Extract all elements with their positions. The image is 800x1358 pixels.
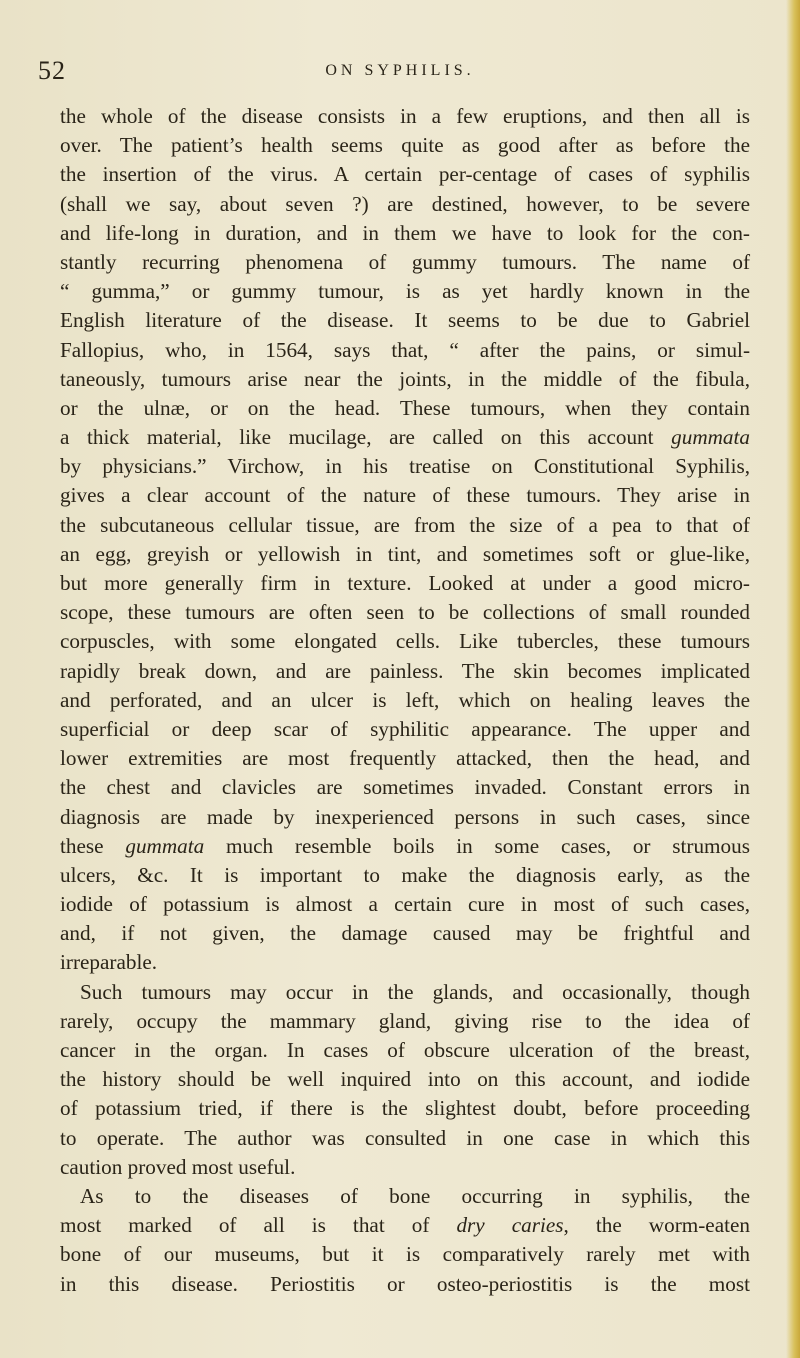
text-line: but more generally firm in texture. Looked at under a good micro- [60, 571, 750, 595]
text-line: the history should be well inquired into on this account, and iodide [60, 1067, 750, 1092]
text-line: the insertion of the virus. A certain per-centage of cases of syphilis [60, 162, 750, 187]
text-line: As to the diseases of bone occurring in syphilis, the [80, 1183, 750, 1208]
text-line: scope, these tumours are often seen to be collections of small rounded [60, 600, 750, 625]
text-line: diagnosis are made by inexperienced persons in such cases, since [60, 804, 750, 829]
text-line: over. The patient’s health seems quite as good after as before the [60, 133, 750, 158]
text-line: the whole of the disease consists in a few eruptions, and then all is [60, 104, 750, 128]
body-text [60, 102, 750, 1299]
text-line: taneously, tumours arise near the joints, in the middle of the fibula, [60, 366, 750, 391]
text-line: corpuscles, with some elongated cells. Like tubercles, these tumours [60, 629, 750, 654]
text-line: iodide of potassium is almost a certain cure in most of such cases, [60, 892, 750, 917]
text-line: rarely, occupy the mammary gland, giving rise to the idea of [60, 1008, 750, 1033]
text-line: of potassium tried, if there is the slightest doubt, before proceeding [60, 1096, 750, 1121]
text-line: bone of our museums, but it is comparatively rarely met with [60, 1242, 750, 1267]
page-edge [786, 0, 800, 1358]
text-line: rapidly break down, and are painless. The skin becomes implicated [60, 658, 750, 683]
text-line: lower extremities are most frequently attacked, then the head, and [60, 746, 750, 771]
text-line: to operate. The author was consulted in one case in which this [60, 1125, 750, 1150]
text-line: and, if not given, the damage caused may be frightful and [60, 921, 750, 946]
text-line: gives a clear account of the nature of these tumours. They arise in [60, 483, 750, 508]
text-line: English literature of the disease. It seems to be due to Gabriel [60, 308, 750, 333]
text-line: the chest and clavicles are sometimes invaded. Constant errors in [60, 775, 750, 800]
text-line: by physicians.” Virchow, in his treatise on Constitutional Syphilis, [60, 454, 750, 479]
text-line: or the ulnæ, or on the head. These tumours, when they contain [60, 395, 750, 420]
text-line: (shall we say, about seven ?) are destined, however, to be severe [60, 191, 750, 216]
text-line: “ gumma,” or gummy tumour, is as yet hardly known in the [60, 279, 750, 304]
text-line: in this disease. Periostitis or osteo-periostitis is the most [60, 1271, 750, 1296]
text-line: a thick material, like mucilage, are called on this account gummata [60, 425, 750, 450]
text-line: stantly recurring phenomena of gummy tumours. The name of [60, 249, 750, 274]
text-line: superficial or deep scar of syphilitic appearance. The upper and [60, 716, 750, 741]
text-line: and perforated, and an ulcer is left, which on healing leaves the [60, 687, 750, 712]
page-number: 52 [38, 56, 66, 85]
text-line: the subcutaneous cellular tissue, are from the size of a pea to that of [60, 512, 750, 537]
text-line: ulcers, &c. It is important to make the diagnosis early, as the [60, 862, 750, 887]
text-line: Fallopius, who, in 1564, says that, “ after the pains, or simul- [60, 337, 750, 362]
text-line: these gummata much resemble boils in some cases, or strumous [60, 833, 750, 858]
text-line: most marked of all is that of dry caries, the worm-eaten [60, 1213, 750, 1238]
text-line: cancer in the organ. In cases of obscure ulceration of the breast, [60, 1038, 750, 1062]
running-title: ON SYPHILIS. [325, 62, 475, 79]
text-line: and life-long in duration, and in them we have to look for the con- [60, 220, 750, 245]
text-line: Such tumours may occur in the glands, and occasionally, though [80, 979, 750, 1004]
text-line: irreparable. [60, 950, 158, 975]
text-line: caution proved most useful. [60, 1154, 296, 1179]
text-line: an egg, greyish or yellowish in tint, and sometimes soft or glue-like, [60, 541, 750, 566]
